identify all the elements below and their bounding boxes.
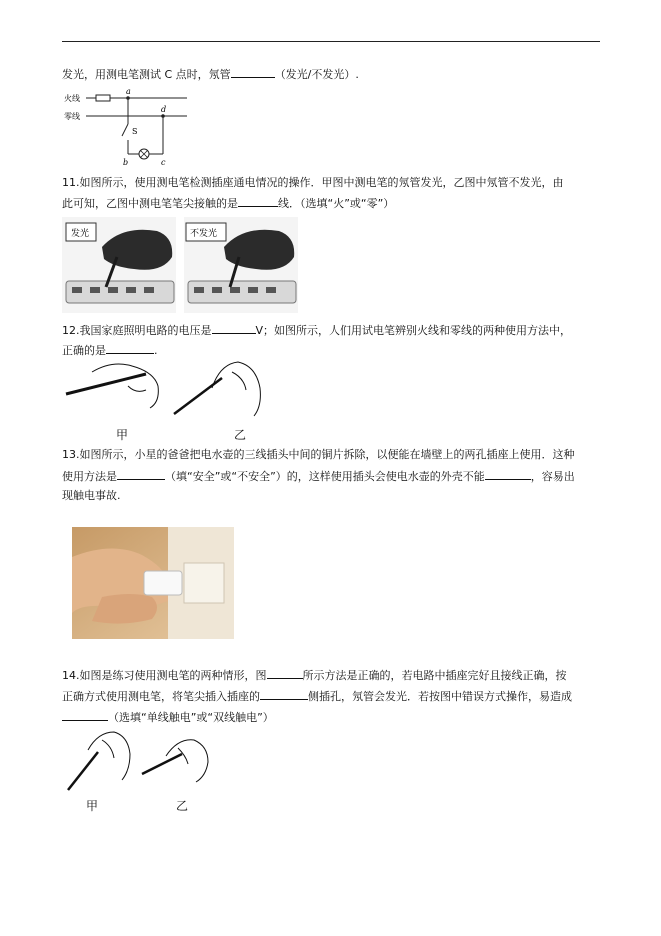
q13-plug-photo — [72, 527, 234, 639]
q11-label-glow: 发光 — [71, 229, 90, 239]
q12-line1: 12.我国家庭照明电路的电压是 V；如图所示，人们用试电笔辨别火线和零线的两种使用方法中， — [62, 324, 572, 337]
q11-line1: 11.如图所示，使用测电笔检测插座通电情况的操作．甲图中测电笔的氖管发光，乙图中氖管不发光，由 — [62, 176, 564, 189]
q14-side-blank[interactable] — [260, 688, 308, 700]
q14-tester-drawings — [62, 730, 212, 794]
q11-photo-left — [62, 217, 176, 313]
q12-drawing-jia — [66, 364, 158, 408]
q12-voltage-blank[interactable] — [212, 322, 256, 334]
switch-icon — [122, 124, 128, 136]
header-rule — [62, 41, 600, 42]
svg-text:a: a — [126, 88, 131, 96]
q11-line2: 此可知，乙图中测电笔笔尖接触的是 线．（选填“火”或“零”） — [62, 197, 395, 210]
svg-text:b: b — [123, 158, 129, 166]
q14-caption-yi: 乙 — [176, 799, 189, 813]
q14-shock-type-blank[interactable] — [62, 709, 108, 721]
plug-photo-image — [72, 527, 234, 639]
q10-circuit-diagram — [62, 88, 192, 166]
fuse-icon — [96, 95, 110, 101]
q12-caption-jia: 甲 — [116, 428, 129, 442]
q11-answer-blank[interactable] — [238, 195, 278, 207]
q14-caption-jia: 甲 — [86, 799, 99, 813]
q12-tester-drawings — [62, 358, 272, 420]
svg-text:S: S — [132, 127, 138, 136]
q12-answer-blank[interactable] — [106, 342, 154, 354]
svg-text:d: d — [161, 105, 167, 114]
q11-photo-right — [184, 217, 298, 313]
q11-tester-photos — [62, 217, 302, 313]
q13-line2: 使用方法是 （填“安全”或“不安全”）的，这样使用插头会使电水壶的外壳不能 ，容易出 — [62, 470, 575, 483]
circuit-neutral-label: 零线 — [64, 112, 80, 121]
q13-line1: 13.如图所示，小星的爸爸把电水壶的三线插头中间的铜片拆除，以便能在墙壁上的两孔插座上使用．这种 — [62, 448, 575, 461]
q14-line2: 正确方式使用测电笔，将笔尖插入插座的 侧插孔，氖管会发光．若按图中错误方式操作，易造成 — [62, 690, 572, 703]
q10-line1 — [62, 66, 359, 82]
q13-grounding-blank[interactable] — [485, 468, 531, 480]
q10-text-b: （发光/不发光）. — [274, 68, 359, 81]
q11-label-no-glow: 不发光 — [190, 229, 218, 239]
q10-answer-blank[interactable] — [231, 66, 275, 78]
circuit-live-label: 火线 — [64, 94, 80, 103]
q14-figure-blank[interactable] — [267, 667, 303, 679]
q14-line3: （选填“单线触电”或“双线触电”） — [62, 709, 274, 725]
q10-text-a: 发光，用测电笔测试 C 点时，氖管 — [62, 68, 231, 81]
q14-line1: 14.如图是练习使用测电笔的两种情形，图 所示方法是正确的，若电路中插座完好且接线正确，按 — [62, 669, 567, 682]
q13-safety-blank[interactable] — [117, 468, 165, 480]
q12-caption-yi: 乙 — [234, 428, 247, 442]
q12-drawing-yi — [174, 362, 260, 416]
q12-line2: 正确的是 . — [62, 344, 158, 357]
q14-drawing-yi — [142, 740, 208, 782]
svg-text:c: c — [161, 158, 166, 166]
q14-drawing-jia — [68, 732, 130, 790]
q13-line3: 现触电事故. — [62, 489, 121, 502]
